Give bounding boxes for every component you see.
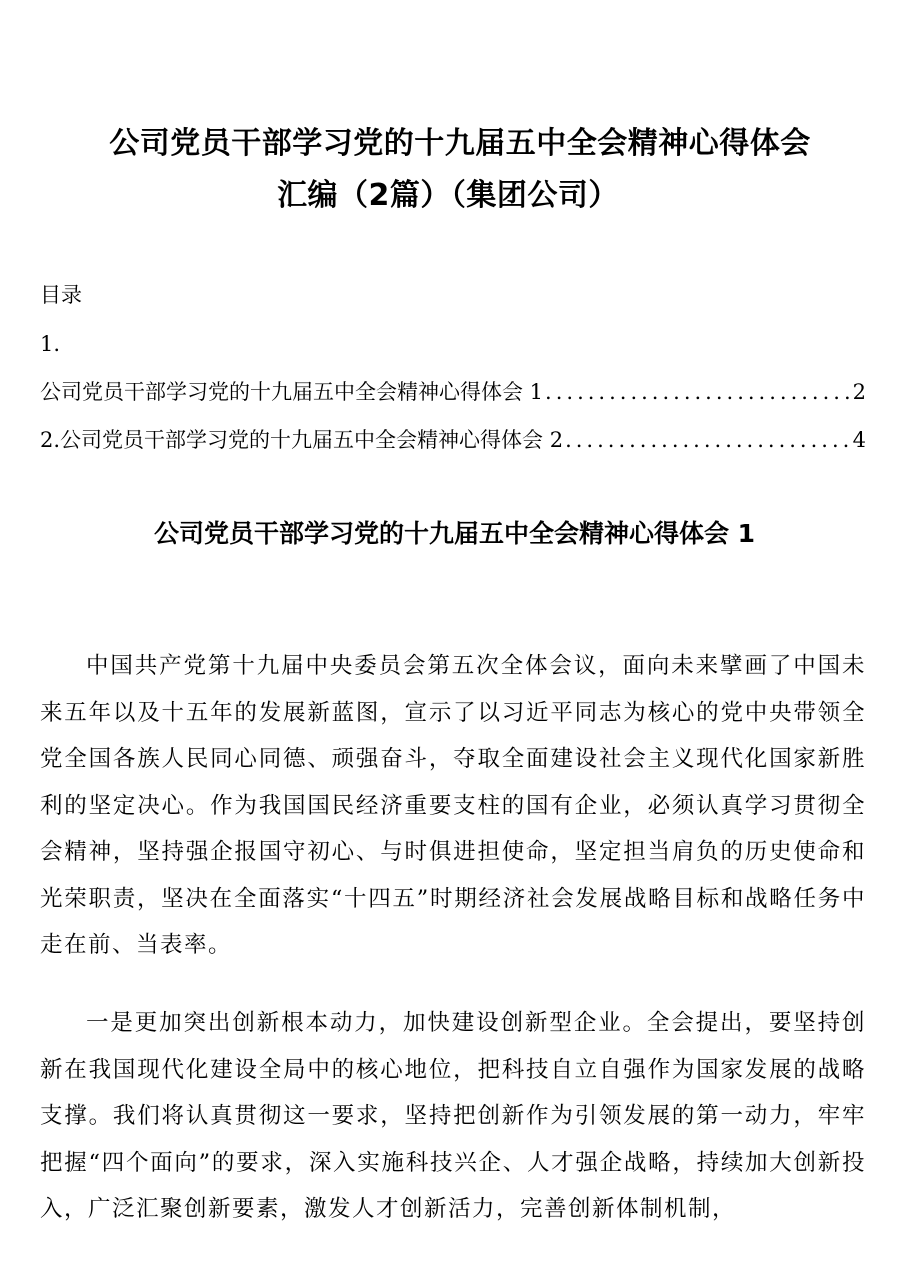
toc-entry-title: 公司党员干部学习党的十九届五中全会精神心得体会 1	[40, 380, 544, 404]
section-heading: 公司党员干部学习党的十九届五中全会精神心得体会 1	[153, 519, 756, 548]
toc-number-line: 1.	[40, 332, 61, 356]
toc-entry-title: 2.公司党员干部学习党的十九届五中全会精神心得体会 2	[40, 428, 564, 452]
body-paragraph: 一是更加突出创新根本动力，加快建设创新型企业。全会提出，要坚持创新在我国现代化建设全局中的核心地位，把科技自立自强作为国家发展的战略支撑。我们将认真贯彻这一要求，坚持把创新作为引领发展的第一动力，牢牢把握“四个面向”的要求，深入实施科技兴企、人才强企战略，持续加大创新投入，广泛汇聚创新要素，激发人才创新活力，完善创新体制机制，	[40, 1010, 866, 1222]
toc-entry[interactable]	[40, 425, 866, 455]
toc-heading: 目录	[40, 283, 82, 307]
title-line-2: 汇编（2篇）（集团公司）	[277, 178, 619, 213]
toc-entry[interactable]	[40, 377, 866, 407]
body-paragraph: 中国共产党第十九届中央委员会第五次全体会议，面向未来擘画了中国未来五年以及十五年的发展新蓝图，宣示了以习近平同志为核心的党中央带领全党全国各族人民同心同德、顽强奋斗，夺取全面建设社会主义现代化国家新胜利的坚定决心。作为我国国民经济重要支柱的国有企业，必须认真学习贯彻全会精神，坚持强企报国守初心、与时俱进担使命，坚定担当肩负的历史使命和光荣职责，坚决在全面落实“十四五”时期经济社会发展战略目标和战略任务中走在前、当表率。	[40, 653, 866, 958]
title-line-1: 公司党员干部学习党的十九届五中全会精神心得体会	[109, 126, 811, 161]
document-title	[40, 118, 880, 222]
toc-entry-page: 2	[852, 380, 866, 404]
toc-entry-page: 4	[852, 428, 866, 452]
toc-dot-leader	[545, 377, 851, 407]
toc-dot-leader	[565, 425, 851, 455]
